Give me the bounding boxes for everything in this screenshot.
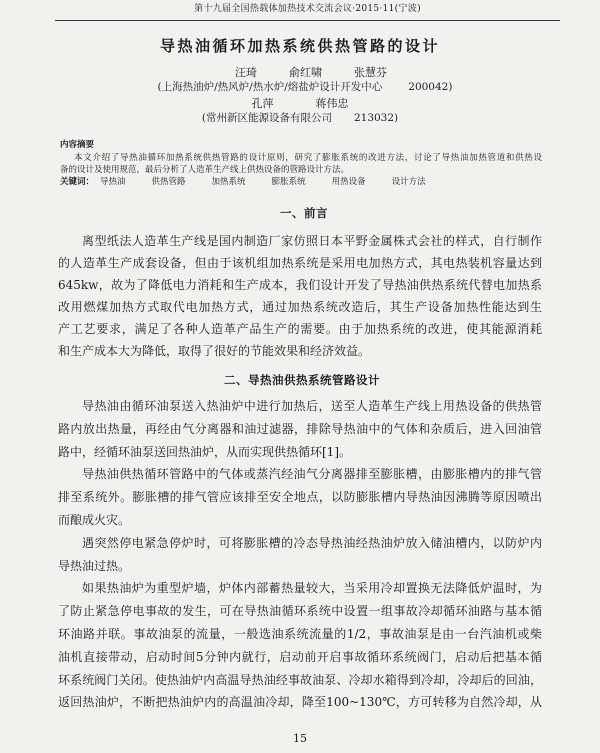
- author-name: 蒋伟忠: [315, 97, 349, 110]
- affiliation-postcode: 200042): [408, 81, 453, 93]
- section-heading: 一、前言: [280, 206, 328, 220]
- body-text-line: 了防止紧急停电事故的发生，可在导热油循环系统中设置一组事故冷却循环油路与基本循: [58, 604, 542, 619]
- keyword: 导热油: [100, 177, 126, 187]
- keyword: 膨胀系统: [271, 177, 306, 187]
- author-name: 张慧芬: [354, 66, 387, 79]
- body-text-line: 路中，经循环油泵送回热油炉，从而实现供热循环[1]。: [58, 444, 352, 459]
- body-text-line: 的人造革生产成套设备，但由于该机组加热系统是采用电加热方式，其电热装机容量达到: [58, 256, 542, 270]
- author-affiliation: [0, 80, 600, 95]
- running-header: 第十九届全国热载体加热技术交流会议·2015·11(宁波): [55, 3, 560, 21]
- abstract-body: [60, 152, 542, 176]
- author-name: 汪琦: [235, 66, 257, 79]
- body-text-line: 而酿成火灾。: [58, 512, 131, 527]
- keyword: 加热系统: [211, 177, 246, 187]
- affiliation-org: (常州新区能源设备有限公司: [201, 112, 332, 124]
- author-name: 孔萍: [251, 97, 274, 110]
- section-body: [58, 230, 542, 362]
- body-text-line: 环油路并联。事故油泵的流量，一般选油系统流量的1/2，事故油泵是由一台汽油机或柴: [58, 626, 542, 641]
- author-list: [0, 96, 600, 111]
- body-text-line: 645kw，故为了降低电力消耗和生产成本，我们设计开发了导热油供热系统代替电加热系: [58, 278, 542, 292]
- body-text-line: 产工艺要求，满足了各种人造革产品生产的需要。由于加热系统的改进，使其能源消耗: [58, 322, 542, 336]
- keyword: 设计方法: [391, 177, 426, 187]
- abstract-label: 内容摘要: [60, 140, 95, 150]
- author-list: [0, 65, 600, 80]
- section-body: [58, 395, 542, 714]
- author-affiliation: [0, 111, 600, 126]
- body-text-line: 导热油过热。: [58, 558, 131, 573]
- keywords: [60, 176, 542, 188]
- affiliation-org: (上海热油炉/热风炉/热水炉/熔盐炉设计开发中心: [157, 81, 383, 93]
- body-text-line: 和生产成本大为降低，取得了很好的节能效果和经济效益。: [58, 344, 371, 358]
- body-text-line: 如果热油炉为重型炉墙，炉体内部蓄热量较大，当采用冷却置换无法降低炉温时，为: [82, 581, 542, 596]
- body-text-line: 环系统阀门关闭。使热油炉内高温导热油经事故油泵、冷却水箱得到冷却，冷却后的回油，: [58, 672, 542, 687]
- section-heading: 二、导热油供热系统管路设计: [224, 373, 380, 387]
- body-text-line: 油机直接带动，启动时间5分钟内就行，启动前开启事故循环系统阀门，启动后把基本循: [58, 649, 542, 664]
- page-number: 15: [293, 732, 307, 745]
- body-text-line: 导热油由循环油泵送入热油炉中进行加热后，送至人造革生产线上用热设备的供热管: [82, 399, 542, 413]
- keyword: 供热管路: [151, 177, 186, 187]
- body-text-line: 返回热油炉，不断把热油炉内的高温油冷却，降至100~130℃，方可转移为自然冷却，从: [58, 695, 542, 710]
- body-text-line: 改用燃煤加热方式取代电加热方式，通过加热系统改造后，其生产设备加热性能达到生: [58, 300, 542, 314]
- body-text-line: 路内放出热量，再经由气分离器和油过滤器，排除导热油中的气体和杂质后，进入回油管: [58, 421, 542, 436]
- paper-title: 导热油循环加热系统供热管路的设计: [159, 37, 440, 55]
- keyword: 用热设备: [331, 177, 366, 187]
- abstract-line: 本文介绍了导热油循环加热系统供热管路的设计原则，研究了膨胀系统的改进方法，讨论了导热油加热管道和供热设: [74, 153, 542, 163]
- body-text-line: 遇突然停电紧急停炉时，可将膨胀槽的冷态导热油经热油炉放入储油槽内，以防炉内: [82, 535, 542, 550]
- keywords-label: 关键词：: [60, 177, 95, 187]
- body-text-line: 离型纸法人造革生产线是国内制造厂家仿照日本平野金属株式会社的样式，自行制作: [82, 234, 542, 248]
- body-text-line: 排至系统外。膨胀槽的排气管应该排至安全地点，以防膨胀槽内导热油因沸腾等原因喷出: [58, 490, 542, 505]
- abstract-line: 备的设计及使用规范，最后分析了人造革生产线上供热设备的管路设计方法。: [60, 165, 350, 175]
- author-name: 俞红啸: [289, 66, 322, 79]
- body-text-line: 导热油供热循环管路中的气体或蒸汽经油气分离器排至膨胀槽，由膨胀槽内的排气管: [82, 467, 542, 482]
- affiliation-postcode: 213032): [353, 112, 399, 124]
